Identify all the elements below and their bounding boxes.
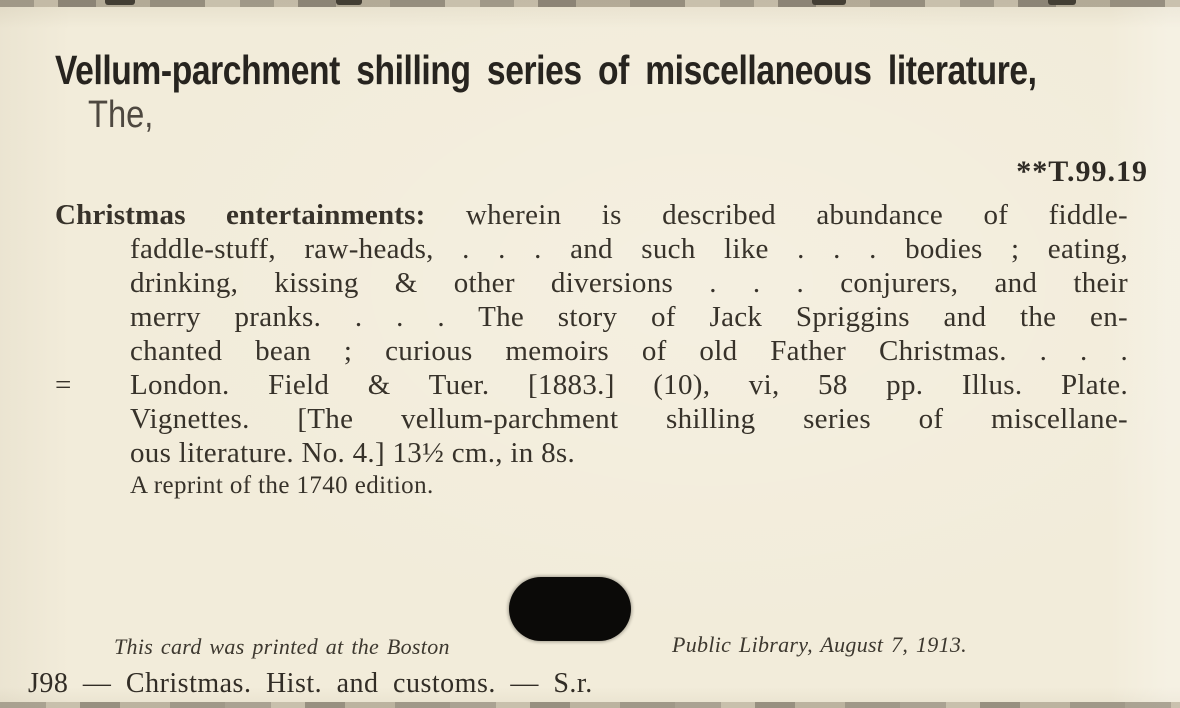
punch-hole (509, 577, 631, 641)
classification-line: J98 — Christmas. Hist. and customs. — S.r. (28, 668, 593, 699)
entry-line: faddle-stuff, raw-heads, . . . and such like . . . bodies ; eating, (130, 233, 1128, 265)
entry-line: drinking, kissing & other diversions . . . conjurers, and their (130, 267, 1128, 299)
entry-body (55, 198, 1128, 502)
scan-edge-top (0, 0, 1180, 7)
entry-note: A reprint of the 1740 edition. (130, 472, 434, 499)
equals-mark: = (55, 369, 72, 401)
scan-edge-mark (105, 0, 135, 5)
imprint-text: London. Field & Tuer. [1883.] (10), vi, 58 pp. Illus. Plate. (130, 369, 1128, 401)
card-title-article: The, (88, 94, 154, 136)
scan-edge-mark (336, 0, 362, 5)
entry-heading: Christmas entertainments: (55, 199, 426, 231)
card-title-line1: Vellum-parchment shilling series of miscellaneous literature, (55, 47, 1037, 93)
printed-note-right: Public Library, August 7, 1913. (672, 632, 967, 657)
scan-edge-mark (812, 0, 846, 5)
entry-line (55, 198, 1128, 232)
entry-line1-rest: wherein is described abundance of fiddle- (425, 199, 1129, 231)
entry-line: Vignettes. [The vellum-parchment shilling series of miscellane- (130, 403, 1128, 435)
scan-edge-bottom (0, 702, 1180, 708)
entry-line-imprint (55, 368, 1128, 402)
scan-edge-mark (1048, 0, 1076, 5)
entry-line: chanted bean ; curious memoirs of old Father Christmas. . . . (130, 335, 1128, 367)
printed-note-left: This card was printed at the Boston (114, 634, 450, 659)
entry-line: ous literature. No. 4.] 13½ cm., in 8s. (130, 437, 576, 469)
entry-line: merry pranks. . . . The story of Jack Spriggins and the en- (130, 301, 1128, 333)
call-number: **T.99.19 (1016, 155, 1148, 188)
